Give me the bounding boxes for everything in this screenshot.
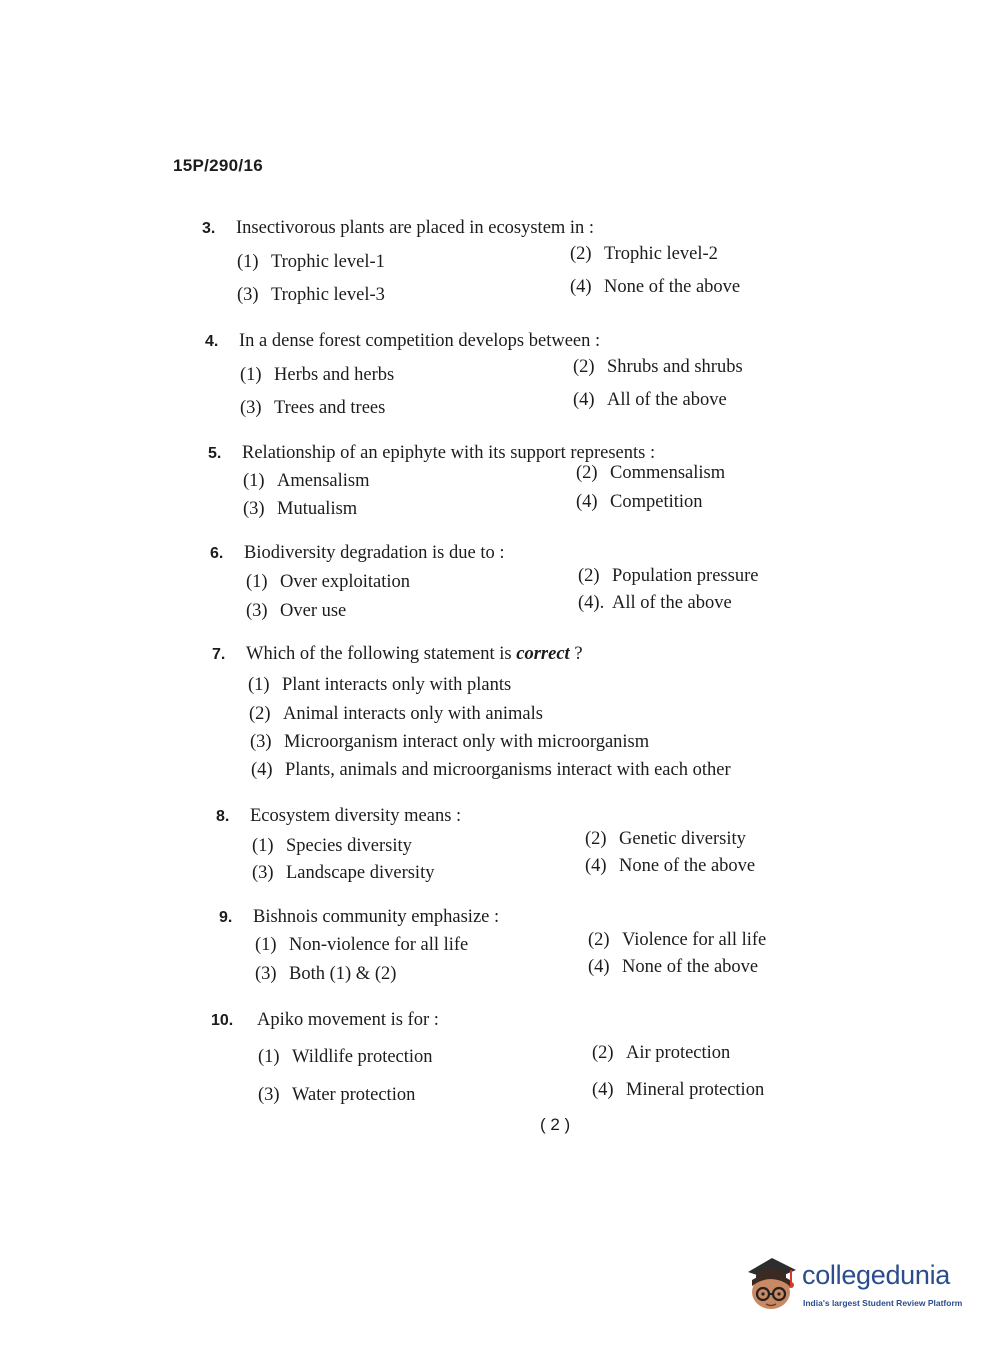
option-3: (3) Over use	[246, 601, 347, 621]
option-3: (3) Trophic level-3	[237, 285, 385, 305]
option-4: (4) None of the above	[585, 856, 756, 876]
option-3: (3) Both (1) & (2)	[255, 964, 397, 984]
option-1: (1) Trophic level-1	[237, 252, 385, 272]
option-1: (1) Non-violence for all life	[255, 935, 469, 955]
option-2: (2) Air protection	[592, 1043, 731, 1063]
option-2: (2) Shrubs and shrubs	[573, 357, 743, 377]
question-number: 9.	[219, 909, 233, 926]
option-4: (4). All of the above	[578, 593, 732, 613]
option-3: (3) Landscape diversity	[252, 863, 435, 883]
brand-tagline: India's largest Student Review Platform	[803, 1298, 963, 1308]
option-3: (3) Mutualism	[243, 499, 358, 519]
question-number: 6.	[210, 545, 224, 562]
question-text: In a dense forest competition develops between :	[239, 331, 601, 351]
question-number: 8.	[216, 808, 230, 825]
question-text: Bishnois community emphasize :	[253, 907, 500, 927]
question-text: Relationship of an epiphyte with its support represents :	[242, 443, 656, 463]
option-3: (3) Water protection	[258, 1085, 416, 1105]
option-3: (3) Trees and trees	[240, 398, 386, 418]
option-2: (2) Genetic diversity	[585, 829, 746, 849]
option-1: (1) Plant interacts only with plants	[248, 675, 512, 695]
brand-name: collegedunia	[802, 1260, 951, 1290]
question-text: Ecosystem diversity means :	[250, 806, 462, 826]
option-4: (4) None of the above	[588, 957, 759, 977]
option-1: (1) Herbs and herbs	[240, 365, 395, 385]
option-1: (1) Over exploitation	[246, 572, 410, 592]
question-number: 5.	[208, 445, 222, 462]
option-4: (4) Mineral protection	[592, 1080, 765, 1100]
option-4: (4) Competition	[576, 492, 703, 512]
option-1: (1) Amensalism	[243, 471, 370, 491]
collegedunia-watermark	[742, 1250, 972, 1320]
paper-code: 15P/290/16	[173, 156, 263, 175]
option-2: (2) Trophic level-2	[570, 244, 718, 264]
option-4: (4) Plants, animals and microorganisms interact with each other	[251, 760, 731, 780]
mascot-logo-icon	[742, 1250, 800, 1312]
question-number: 7.	[212, 646, 226, 663]
option-2: (2) Violence for all life	[588, 930, 767, 950]
question-text: Insectivorous plants are placed in ecosystem in :	[236, 218, 595, 238]
question-text: Apiko movement is for :	[257, 1010, 439, 1030]
question-number: 10.	[211, 1012, 234, 1029]
option-2: (2) Commensalism	[576, 463, 726, 483]
option-1: (1) Wildlife protection	[258, 1047, 433, 1067]
option-1: (1) Species diversity	[252, 836, 412, 856]
option-3: (3) Microorganism interact only with microorganism	[250, 732, 650, 752]
option-4: (4) None of the above	[570, 277, 741, 297]
option-2: (2) Animal interacts only with animals	[249, 704, 543, 724]
question-number: 4.	[205, 333, 219, 350]
question-text: Which of the following statement is correct ?	[246, 644, 583, 664]
option-2: (2) Population pressure	[578, 566, 759, 586]
page-number: ( 2 )	[540, 1115, 571, 1134]
question-number: 3.	[202, 220, 216, 237]
option-4: (4) All of the above	[573, 390, 727, 410]
question-text: Biodiversity degradation is due to :	[244, 543, 505, 563]
